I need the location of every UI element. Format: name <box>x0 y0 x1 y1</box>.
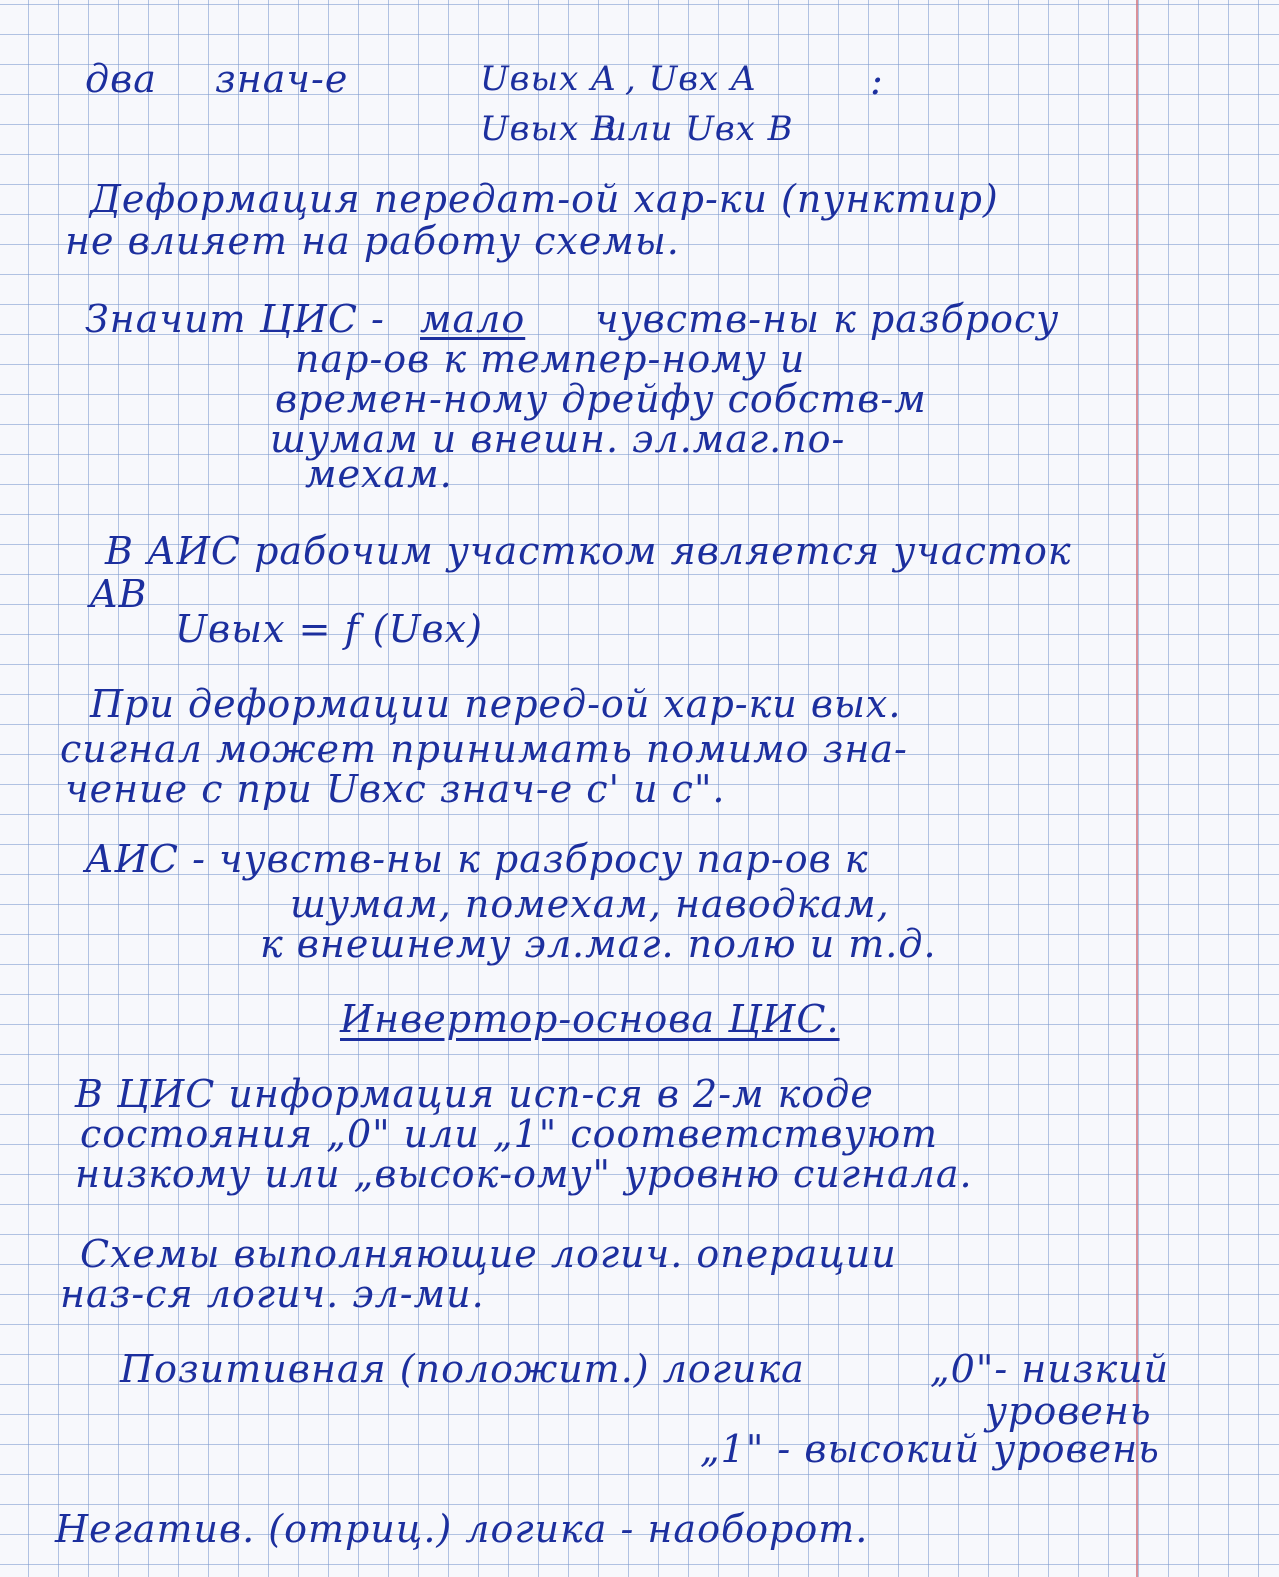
text-line: При деформации перед-ой хар-ки вых. <box>90 682 902 726</box>
section-title: Инвертор-основа ЦИС. <box>340 997 840 1041</box>
margin-line <box>1136 0 1138 1577</box>
formula: Uвых A <box>480 59 617 99</box>
text-line: : <box>870 59 884 103</box>
text-line: Позитивная (положит.) логика <box>120 1347 805 1391</box>
text-line: чение с при Uвхс знач-е c' и c". <box>65 767 726 811</box>
text-line: наз-ся логич. эл-ми. <box>60 1272 485 1316</box>
text-line: мало <box>420 297 526 341</box>
formula: Uвых B <box>480 109 618 149</box>
text-line: AB <box>90 572 148 616</box>
text-line: не влияет на работу схемы. <box>65 219 680 263</box>
text-line: мехам. <box>305 452 453 496</box>
text-line: Значит ЦИС - <box>85 297 385 341</box>
text-line: „0"- низкий <box>930 1347 1170 1391</box>
text-line: к внешнему эл.маг. полю и т.д. <box>260 922 937 966</box>
text-line: Деформация передат-ой хар-ки (пунктир) <box>90 177 999 221</box>
text-line: В ЦИС информация исп-ся в 2-м коде <box>75 1072 874 1116</box>
text-line: чувств-ны к разбросу <box>595 297 1060 341</box>
text-line: АИС - чувств-ны к разбросу пар-ов к <box>85 837 869 881</box>
text-line: В АИС рабочим участком является участок <box>105 529 1072 573</box>
text-line: шумам, помехам, наводкам, <box>290 882 890 926</box>
text-line: пар-ов к темпер-ному и <box>295 337 806 381</box>
formula: Uвых = f (Uвх) <box>175 607 483 651</box>
text-line: шумам и внешн. эл.маг.по- <box>270 417 846 461</box>
text-line: времен-ному дрейфу собств-м <box>275 377 927 421</box>
text-line: состояния „0" или „1" соответствуют <box>80 1112 938 1156</box>
text-line: два <box>85 57 157 101</box>
text-line: Негатив. (отриц.) логика - наоборот. <box>55 1507 869 1551</box>
text-line: низкому или „высок-ому" уровню сигнала. <box>75 1152 973 1196</box>
text-line: сигнал может принимать помимо зна- <box>60 727 908 771</box>
text-line: знач-е <box>215 57 349 101</box>
formula: или Uвх B <box>605 109 794 149</box>
text-line: Схемы выполняющие логич. операции <box>80 1232 897 1276</box>
text-line: уровень <box>985 1389 1152 1433</box>
text-line: „1" - высокий уровень <box>700 1427 1160 1471</box>
formula: , Uвх A <box>625 59 757 99</box>
